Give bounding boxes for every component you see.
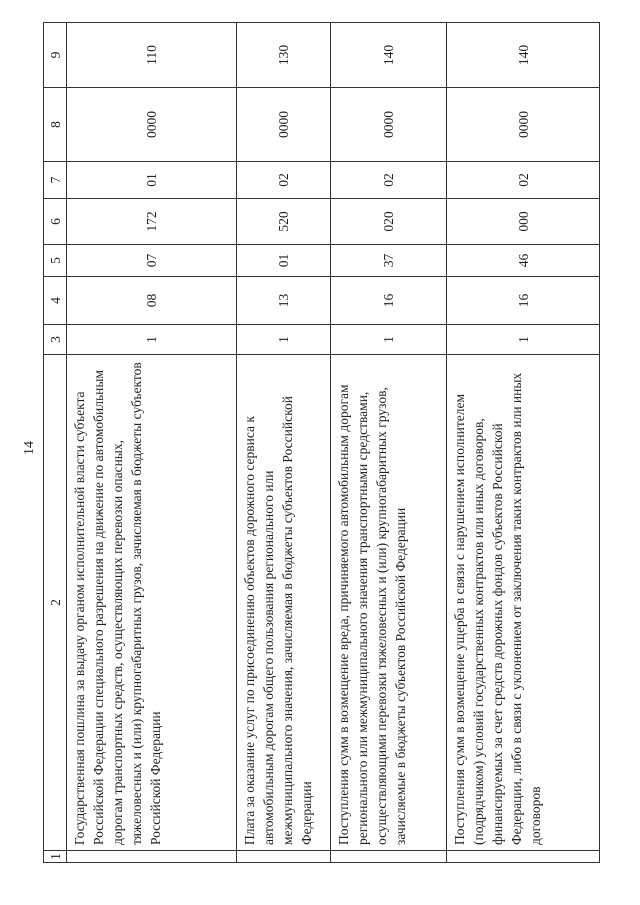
column-header: 8: [44, 88, 67, 162]
table-row: [237, 23, 331, 863]
revenue-name-cell: Государственная пошлина за выдачу органом исполнительной власти субъекта Российской Федерации специального разрешения на движение по автомобильным дорогам транспортных средств, осуществляющих перевозки опасных, тяжеловесных и (или) крупногабаритных грузов, зачисляемая в бюджеты субъектов Российской Федерации: [67, 355, 237, 851]
table-row: [331, 23, 447, 863]
column-header: 7: [44, 162, 67, 199]
row-index-cell: [331, 851, 447, 863]
revenue-name-cell: Плата за оказание услуг по присоединению объектов дорожного сервиса к автомобильным дорогам общего пользования регионального или межмуниципального значения, зачисляемая в бюджеты субъектов Российской Федерации: [237, 355, 331, 851]
row-index-cell: [447, 851, 600, 863]
code-cell: 16: [331, 277, 447, 325]
column-header: 2: [44, 355, 67, 851]
column-header: 5: [44, 245, 67, 277]
table-row: [67, 23, 237, 863]
code-cell: 08: [67, 277, 237, 325]
revenue-name-cell: Поступления сумм в возмещение ущерба в связи с нарушением исполнителем (подрядчиком) условий государственных контрактов или иных договоров, финансируемых за счет средств дорожных фондов субъектов Российской Федерации, либо в связи с уклонением от заключения таких контрактов или иных договоров: [447, 355, 600, 851]
code-cell: 46: [447, 245, 600, 277]
code-cell: 1: [67, 325, 237, 355]
code-cell: 000: [447, 199, 600, 245]
code-cell: 1: [331, 325, 447, 355]
code-cell: 0000: [237, 88, 331, 162]
code-cell: 0000: [447, 88, 600, 162]
column-header: 9: [44, 23, 67, 88]
column-header: 1: [44, 851, 67, 863]
table-row: [447, 23, 600, 863]
code-cell: 020: [331, 199, 447, 245]
code-cell: 1: [237, 325, 331, 355]
code-cell: 140: [447, 23, 600, 88]
code-cell: 1: [447, 325, 600, 355]
column-header: 6: [44, 199, 67, 245]
code-cell: 520: [237, 199, 331, 245]
code-cell: 13: [237, 277, 331, 325]
code-cell: 02: [447, 162, 600, 199]
code-cell: 172: [67, 199, 237, 245]
code-cell: 01: [67, 162, 237, 199]
revenue-name-cell: Поступления сумм в возмещение вреда, причиняемого автомобильным дорогам регионального или межмуниципального значения транспортными средствами, осуществляющими перевозки тяжеловесных и (или) крупногабаритных грузов, зачисляемые в бюджеты субъектов Российской Федерации: [331, 355, 447, 851]
column-numbers-row: [44, 23, 67, 863]
page-number: 14: [22, 441, 37, 455]
code-cell: 01: [237, 245, 331, 277]
code-cell: 16: [447, 277, 600, 325]
code-cell: 02: [237, 162, 331, 199]
code-cell: 140: [331, 23, 447, 88]
rotated-page: [43, 23, 598, 863]
budget-classification-table: [43, 22, 600, 863]
code-cell: 02: [331, 162, 447, 199]
code-cell: 37: [331, 245, 447, 277]
column-header: 3: [44, 325, 67, 355]
code-cell: 130: [237, 23, 331, 88]
row-index-cell: [237, 851, 331, 863]
code-cell: 0000: [331, 88, 447, 162]
code-cell: 07: [67, 245, 237, 277]
column-header: 4: [44, 277, 67, 325]
row-index-cell: [67, 851, 237, 863]
code-cell: 0000: [67, 88, 237, 162]
code-cell: 110: [67, 23, 237, 88]
